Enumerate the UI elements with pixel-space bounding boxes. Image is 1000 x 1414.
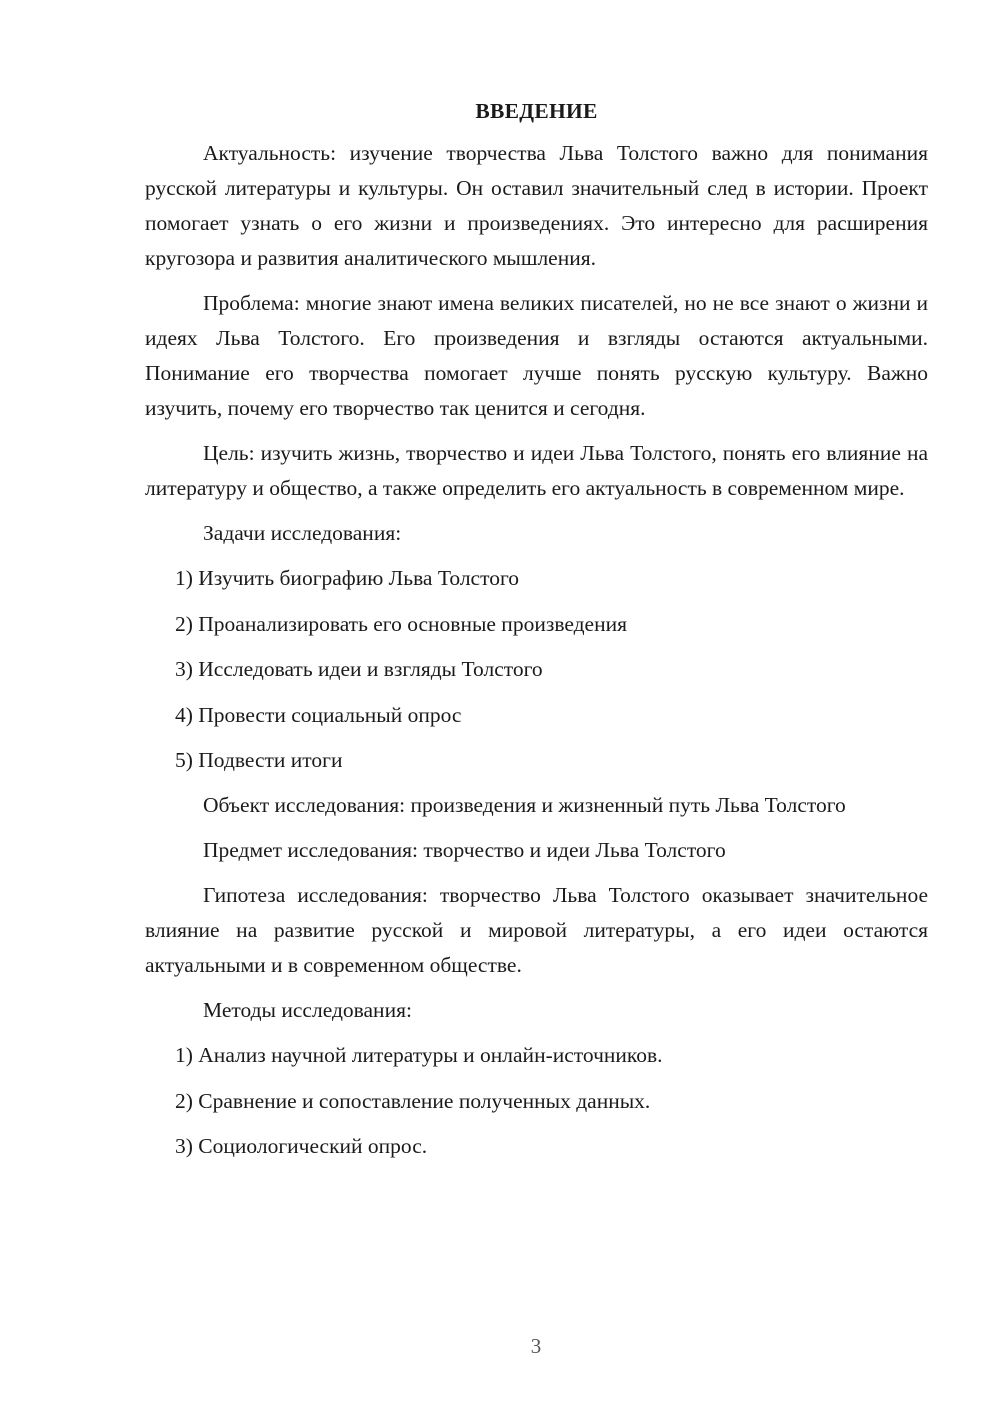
list-item: 4) Провести социальный опрос <box>175 702 462 727</box>
list-item: 3) Социологический опрос. <box>175 1134 428 1158</box>
object-paragraph: Объект исследования: произведения и жизненный путь Льва Толстого <box>203 793 846 817</box>
document-page <box>145 96 928 1174</box>
relevance-paragraph: Актуальность: изучение творчества Льва Толстого важно для понимания русской литературы и культуры. Он оставил значительный след в истории. Проект помогает узнать о его жизни и произведениях. Это интересно для расширения кругозора и развития аналитического мышления. <box>145 141 928 270</box>
list-item: 2) Проанализировать его основные произведения <box>175 611 627 636</box>
list-item: 1) Изучить биографию Льва Толстого <box>175 566 519 590</box>
section-title: ВВЕДЕНИЕ <box>475 99 598 123</box>
list-item: 5) Подвести итоги <box>175 748 343 772</box>
page-number: 3 <box>530 1334 542 1358</box>
list-item: 3) Исследовать идеи и взгляды Толстого <box>175 657 543 681</box>
problem-paragraph: Проблема: многие знают имена великих писателей, но не все знают о жизни и идеях Льва Толстого. Его произведения и взгляды остаются актуальными. Понимание его творчества помогает лучше понять русскую культуру. Важно изучить, почему его творчество так ценится и сегодня. <box>145 291 928 420</box>
methods-list <box>145 1038 928 1164</box>
methods-heading: Методы исследования: <box>203 998 412 1022</box>
list-item: 2) Сравнение и сопоставление полученных данных. <box>175 1088 651 1113</box>
goal-paragraph: Цель: изучить жизнь, творчество и идеи Льва Толстого, понять его влияние на литературу и общество, а также определить его актуальность в современном мире. <box>145 441 928 500</box>
tasks-list <box>145 561 928 778</box>
list-item: 1) Анализ научной литературы и онлайн-источников. <box>175 1043 663 1067</box>
subject-paragraph: Предмет исследования: творчество и идеи Льва Толстого <box>203 838 726 862</box>
tasks-heading: Задачи исследования: <box>203 521 402 545</box>
hypothesis-paragraph: Гипотеза исследования: творчество Льва Толстого оказывает значительное влияние на развитие русской и мировой литературы, а его идеи остаются актуальными и в современном обществе. <box>145 883 928 977</box>
